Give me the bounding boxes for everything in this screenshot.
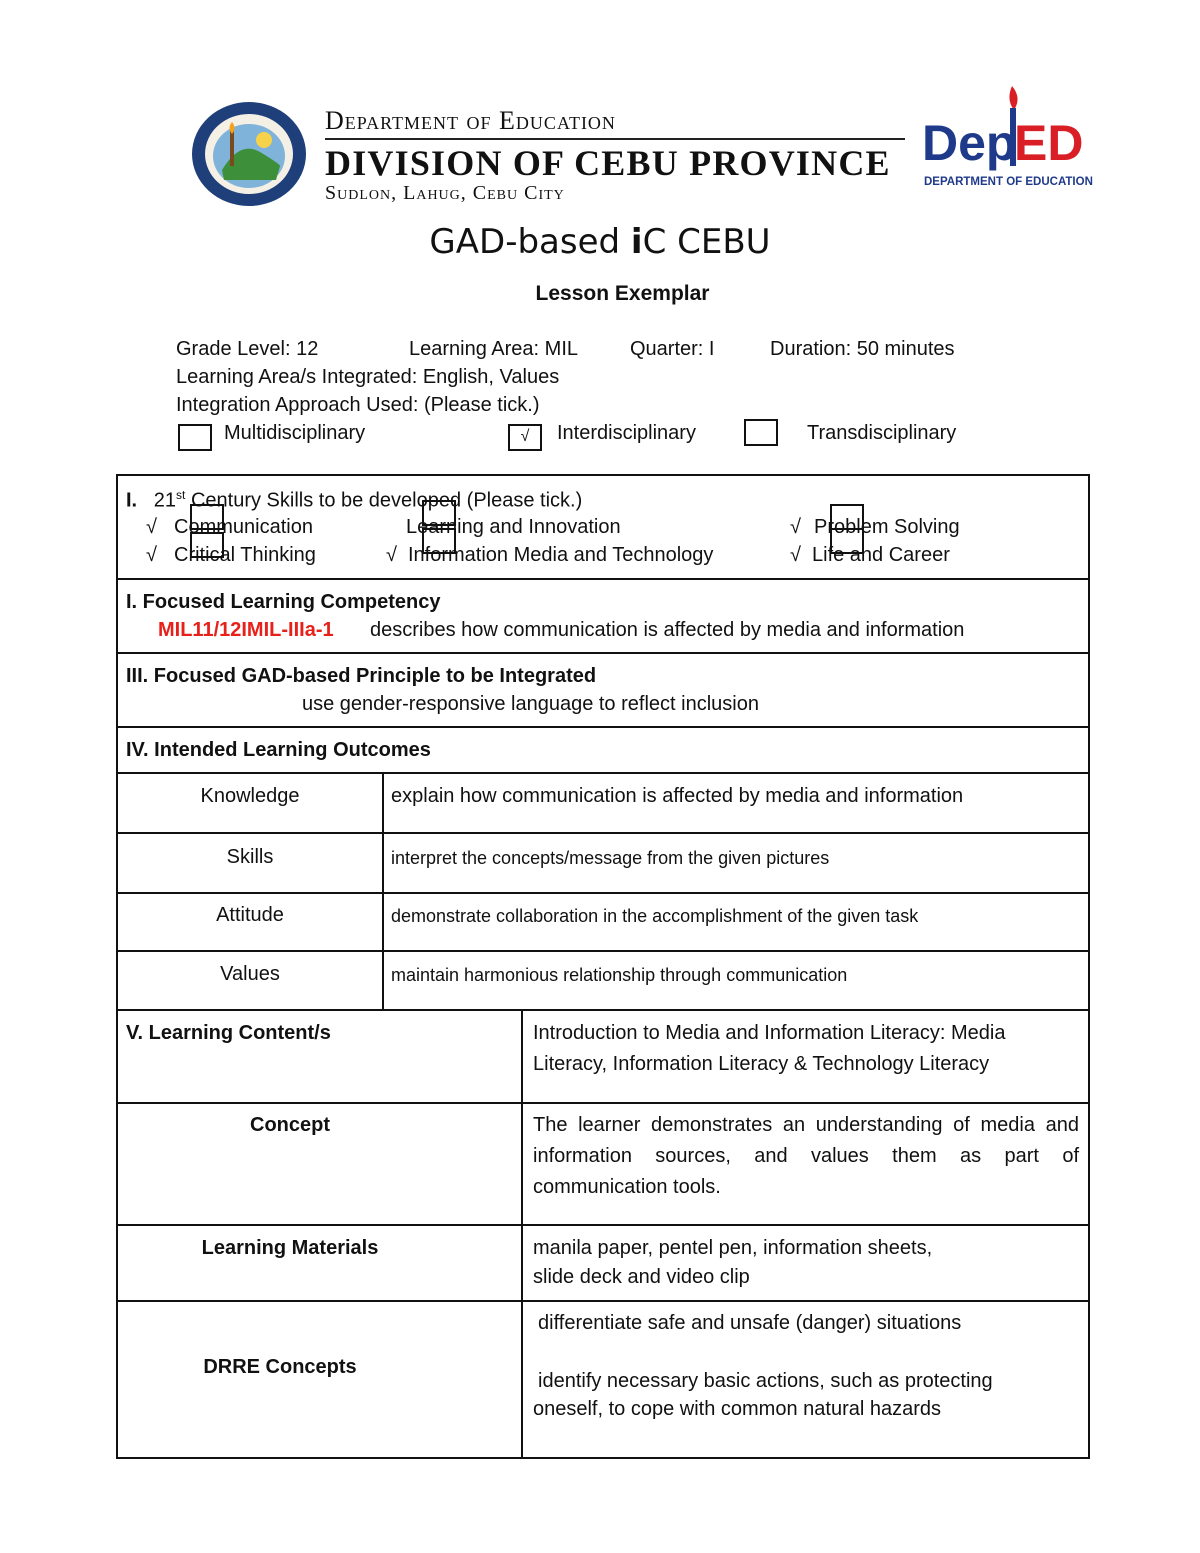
concept-text: The learner demonstrates an understanding of media and information sources, and values them as part of communication tools. (533, 1114, 1079, 1198)
multidisciplinary-checkbox[interactable] (178, 424, 212, 451)
outcome-label-knowledge: Knowledge (200, 785, 300, 807)
tick-mark: √ (790, 516, 801, 538)
document-subtitle: Lesson Exemplar (535, 282, 710, 305)
outcome-text-values: maintain harmonious relationship through communication (391, 965, 848, 985)
quarter: Quarter: I (630, 338, 715, 360)
concept-label: Concept (250, 1114, 330, 1136)
duration: Duration: 50 minutes (770, 338, 955, 360)
skills-heading: I. 21st Century Skills to be developed (Please tick.) (126, 488, 583, 512)
row-divider (118, 726, 1090, 728)
skill-problem-solving: Problem Solving (814, 516, 960, 538)
outcome-text-skills: interpret the concepts/message from the given pictures (391, 848, 830, 868)
row-divider (118, 578, 1090, 580)
row-divider (118, 1224, 1090, 1226)
competency-heading: I. Focused Learning Competency (126, 591, 441, 613)
row-divider (118, 772, 1090, 774)
row-divider (118, 892, 1090, 894)
grade-level: Grade Level: 12 (176, 338, 319, 360)
outcome-label-skills: Skills (226, 846, 274, 868)
transdisciplinary-checkbox[interactable] (744, 419, 778, 446)
row-divider (118, 1300, 1090, 1302)
outcome-label-values: Values (220, 963, 280, 985)
materials-label: Learning Materials (201, 1237, 379, 1259)
row-divider (118, 832, 1090, 834)
gad-text: use gender-responsive language to reflect inclusion (302, 693, 759, 715)
tick-mark: √ (790, 544, 801, 566)
gad-heading: III. Focused GAD-based Principle to be Integrated (126, 665, 597, 687)
integration-approach-label: Integration Approach Used: (Please tick.) (176, 394, 540, 416)
skill-learning-innovation: Learning and Innovation (406, 516, 621, 538)
skill-life-career: Life and Career (812, 544, 950, 566)
interdisciplinary-label: Interdisciplinary (557, 422, 696, 444)
drre-line-1: differentiate safe and unsafe (danger) situations (538, 1312, 962, 1334)
tick-mark: √ (386, 544, 397, 566)
interdisciplinary-checkbox[interactable]: √ (508, 424, 542, 451)
integrated-areas: Learning Area/s Integrated: English, Values (176, 366, 560, 388)
drre-label: DRRE Concepts (203, 1356, 357, 1378)
row-divider (118, 1009, 1090, 1011)
department-heading: Department of Education (325, 106, 616, 135)
materials-line-1: manila paper, pentel pen, information sheets, (533, 1237, 933, 1259)
row-divider (118, 652, 1090, 654)
division-seal-logo (190, 100, 308, 208)
column-divider (521, 1009, 523, 1459)
tick-mark: √ (146, 544, 157, 566)
outcome-text-attitude: demonstrate collaboration in the accomplishment of the given task (391, 906, 919, 926)
row-divider (118, 1102, 1090, 1104)
tick-mark: √ (146, 516, 157, 538)
deped-logo (922, 84, 1104, 190)
header-rule (325, 138, 905, 140)
content-line-2: Literacy, Information Literacy & Technology Literacy (533, 1053, 990, 1075)
document-title: GAD-based iC CEBU (429, 222, 771, 262)
lesson-table (116, 474, 1090, 1459)
svg-text:ED: ED (1014, 115, 1084, 171)
column-divider (382, 772, 384, 1011)
skill-critical-thinking: Critical Thinking (174, 544, 316, 566)
competency-code: MIL11/12IMIL-IIIa-1 (158, 619, 334, 641)
skill-communication: Communication (174, 516, 313, 538)
content-line-1: Introduction to Media and Information Literacy: Media (533, 1022, 1006, 1044)
outcome-text-knowledge: explain how communication is affected by media and information (391, 785, 964, 807)
division-address: Sudlon, Lahug, Cebu City (325, 182, 565, 204)
materials-line-2: slide deck and video clip (533, 1266, 750, 1288)
outcomes-heading: IV. Intended Learning Outcomes (126, 739, 431, 761)
drre-line-3: oneself, to cope with common natural hazards (533, 1398, 941, 1420)
skill-info-media-tech: Information Media and Technology (408, 544, 714, 566)
outcome-label-attitude: Attitude (216, 904, 284, 926)
svg-text:Dep: Dep (922, 115, 1017, 171)
competency-text: describes how communication is affected by media and information (370, 619, 965, 641)
learning-area: Learning Area: MIL (409, 338, 578, 360)
row-divider (118, 950, 1090, 952)
transdisciplinary-label: Transdisciplinary (807, 422, 957, 444)
division-heading: DIVISION OF CEBU PROVINCE (325, 143, 891, 183)
drre-line-2: identify necessary basic actions, such as protecting (538, 1370, 993, 1392)
multidisciplinary-label: Multidisciplinary (224, 422, 366, 444)
content-heading: V. Learning Content/s (126, 1022, 331, 1044)
svg-text:DEPARTMENT OF EDUCATION: DEPARTMENT OF EDUCATION (924, 176, 1093, 188)
